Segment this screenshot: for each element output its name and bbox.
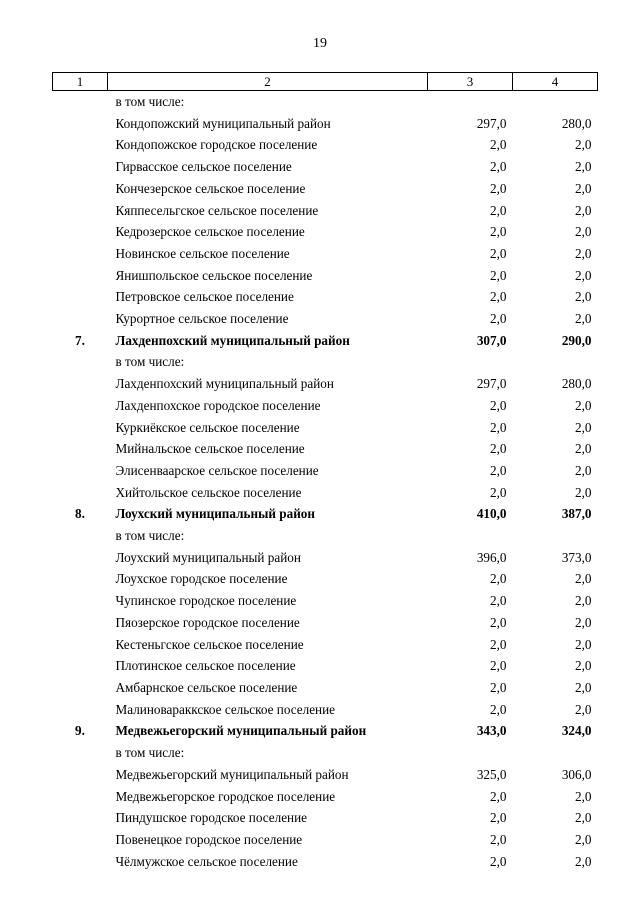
row-name: Мийнальское сельское поселение (115, 441, 305, 457)
budget-table (52, 72, 598, 872)
row-value-col3: 2,0 (490, 462, 507, 478)
row-name: Лоухский муниципальный район (115, 549, 301, 565)
row-number (53, 547, 108, 569)
row-value-col4 (513, 525, 598, 547)
row-name: Элисенваарское сельское поселение (115, 462, 319, 478)
row-value-col4: 2,0 (575, 202, 592, 218)
row-value-col4: 373,0 (561, 549, 592, 565)
table-row (53, 742, 598, 764)
row-number (53, 612, 108, 634)
row-value-col3: 396,0 (476, 549, 507, 565)
row-value-col4: 2,0 (575, 788, 592, 804)
row-value-col3: 2,0 (490, 267, 507, 283)
header-col-1: 1 (53, 73, 108, 91)
row-number (53, 417, 108, 439)
header-col-3: 3 (428, 73, 513, 91)
row-number (53, 786, 108, 808)
table-row (53, 438, 598, 460)
row-number (53, 742, 108, 764)
row-value-col3: 297,0 (476, 376, 507, 392)
row-value-col4: 280,0 (561, 115, 592, 131)
row-value-col3: 325,0 (476, 766, 507, 782)
row-value-col3: 2,0 (490, 441, 507, 457)
row-name: Медвежьегорский муниципальный район (115, 723, 367, 739)
row-value-col3: 2,0 (490, 571, 507, 587)
row-value-col4: 2,0 (575, 484, 592, 500)
row-number (53, 764, 108, 786)
table-row (53, 286, 598, 308)
row-value-col3: 2,0 (490, 180, 507, 196)
row-value-col4: 2,0 (575, 593, 592, 609)
row-value-col3: 2,0 (490, 484, 507, 500)
row-value-col4: 2,0 (575, 679, 592, 695)
row-value-col3: 2,0 (490, 831, 507, 847)
row-value-col3: 2,0 (490, 614, 507, 630)
row-name: Амбарнское сельское поселение (115, 679, 298, 695)
row-name: Чупинское городское поселение (115, 593, 297, 609)
row-value-col4: 2,0 (575, 831, 592, 847)
table-row (53, 243, 598, 265)
row-number (53, 221, 108, 243)
row-value-col4 (513, 91, 598, 113)
row-value-col4: 2,0 (575, 441, 592, 457)
row-number (53, 568, 108, 590)
row-value-col4 (513, 742, 598, 764)
row-value-col3: 2,0 (490, 636, 507, 652)
row-value-col3: 2,0 (490, 202, 507, 218)
row-value-col4: 2,0 (575, 701, 592, 717)
row-value-col4: 2,0 (575, 224, 592, 240)
row-number: 9. (75, 723, 85, 739)
row-value-col4: 2,0 (575, 267, 592, 283)
row-value-col4: 2,0 (575, 462, 592, 478)
row-value-col4: 2,0 (575, 137, 592, 153)
row-name: Кончезерское сельское поселение (115, 180, 306, 196)
row-value-col3 (428, 525, 513, 547)
table-row (53, 460, 598, 482)
row-value-col4: 2,0 (575, 810, 592, 826)
row-value-col3: 2,0 (490, 679, 507, 695)
row-name: Новинское сельское поселение (115, 245, 290, 261)
table-row (53, 568, 598, 590)
row-name: Повенецкое городское поселение (115, 831, 303, 847)
row-name: Лахденпохский муниципальный район (115, 376, 334, 392)
row-number (53, 829, 108, 851)
row-name: Пяозерское городское поселение (115, 614, 300, 630)
table-row (53, 221, 598, 243)
row-value-col4: 290,0 (561, 332, 592, 348)
row-name: Чёлмужское сельское поселение (115, 853, 298, 869)
row-name: в том числе: (115, 528, 185, 544)
table-row (53, 699, 598, 721)
row-value-col4: 2,0 (575, 853, 592, 869)
row-value-col4: 306,0 (561, 766, 592, 782)
row-name: Курортное сельское поселение (115, 311, 289, 327)
row-value-col4: 2,0 (575, 571, 592, 587)
row-number (53, 265, 108, 287)
row-value-col4: 324,0 (561, 723, 592, 739)
table-row (53, 417, 598, 439)
row-number (53, 525, 108, 547)
row-name: Гирвасское сельское поселение (115, 159, 292, 175)
table-row (53, 829, 598, 851)
row-number (53, 655, 108, 677)
row-value-col4: 2,0 (575, 419, 592, 435)
header-col-2: 2 (108, 73, 428, 91)
page-number: 19 (313, 36, 327, 51)
row-name: Петровское сельское поселение (115, 289, 294, 305)
table-row (53, 807, 598, 829)
row-value-col3: 2,0 (490, 137, 507, 153)
row-number (53, 156, 108, 178)
row-value-col4 (513, 351, 598, 373)
row-name: Лахденпохский муниципальный район (115, 332, 350, 348)
table-row (53, 612, 598, 634)
row-number (53, 677, 108, 699)
table-row (53, 677, 598, 699)
row-name: Лоухское городское поселение (115, 571, 288, 587)
row-name: Кяппесельгское сельское поселение (115, 202, 319, 218)
row-number (53, 308, 108, 330)
header-col-4: 4 (513, 73, 598, 91)
row-number (53, 807, 108, 829)
row-name: Кедрозерское сельское поселение (115, 224, 305, 240)
table-row (53, 525, 598, 547)
table-body (53, 91, 598, 873)
row-number (53, 351, 108, 373)
row-value-col3: 2,0 (490, 245, 507, 261)
table-row (53, 634, 598, 656)
row-value-col3: 297,0 (476, 115, 507, 131)
row-number (53, 91, 108, 113)
row-number (53, 178, 108, 200)
row-number (53, 200, 108, 222)
table-row (53, 330, 598, 352)
row-value-col3: 2,0 (490, 289, 507, 305)
row-value-col4: 2,0 (575, 614, 592, 630)
row-name: Медвежьегорское городское поселение (115, 788, 336, 804)
row-name: в том числе: (115, 745, 185, 761)
row-name: Плотинское сельское поселение (115, 658, 296, 674)
row-name: Кондопожский муниципальный район (115, 115, 331, 131)
row-name: Куркиёкское сельское поселение (115, 419, 300, 435)
row-value-col3: 2,0 (490, 810, 507, 826)
row-value-col3: 307,0 (476, 332, 507, 348)
row-number (53, 851, 108, 873)
row-value-col3: 2,0 (490, 593, 507, 609)
row-value-col3: 2,0 (490, 788, 507, 804)
row-value-col3 (428, 91, 513, 113)
row-name: Кестеньгское сельское поселение (115, 636, 304, 652)
row-number (53, 395, 108, 417)
table-row (53, 134, 598, 156)
table-row (53, 200, 598, 222)
row-value-col4: 2,0 (575, 658, 592, 674)
row-value-col4: 2,0 (575, 636, 592, 652)
row-name: Малиновараккское сельское поселение (115, 701, 336, 717)
row-name: Янишпольское сельское поселение (115, 267, 313, 283)
table-row (53, 91, 598, 113)
header-row (53, 73, 598, 91)
row-number (53, 243, 108, 265)
table-row (53, 655, 598, 677)
table-row (53, 156, 598, 178)
row-value-col3: 2,0 (490, 853, 507, 869)
row-name: Хийтольское сельское поселение (115, 484, 302, 500)
row-value-col3: 2,0 (490, 311, 507, 327)
row-value-col3 (428, 351, 513, 373)
row-value-col4: 2,0 (575, 159, 592, 175)
row-value-col4: 387,0 (561, 506, 592, 522)
row-value-col3 (428, 742, 513, 764)
table-row (53, 590, 598, 612)
row-number (53, 590, 108, 612)
table-row (53, 764, 598, 786)
row-name: в том числе: (115, 354, 185, 370)
row-value-col3: 2,0 (490, 419, 507, 435)
table-row (53, 720, 598, 742)
row-value-col4: 2,0 (575, 180, 592, 196)
row-number (53, 460, 108, 482)
row-value-col3: 2,0 (490, 397, 507, 413)
row-value-col3: 410,0 (476, 506, 507, 522)
row-value-col3: 2,0 (490, 224, 507, 240)
row-value-col3: 2,0 (490, 159, 507, 175)
row-number (53, 634, 108, 656)
table-row (53, 308, 598, 330)
table-row (53, 113, 598, 135)
row-value-col3: 2,0 (490, 701, 507, 717)
row-number: 7. (75, 332, 85, 348)
row-value-col4: 2,0 (575, 289, 592, 305)
table-row (53, 482, 598, 504)
row-number (53, 113, 108, 135)
table-row (53, 351, 598, 373)
row-value-col4: 2,0 (575, 397, 592, 413)
row-name: Медвежьегорский муниципальный район (115, 766, 349, 782)
table-row (53, 547, 598, 569)
row-number (53, 286, 108, 308)
row-value-col3: 2,0 (490, 658, 507, 674)
row-number (53, 373, 108, 395)
row-name: Кондопожское городское поселение (115, 137, 318, 153)
row-number: 8. (75, 506, 85, 522)
row-value-col4: 2,0 (575, 245, 592, 261)
table-row (53, 395, 598, 417)
table-row (53, 178, 598, 200)
row-number (53, 134, 108, 156)
row-name: Лахденпохское городское поселение (115, 397, 321, 413)
table-row (53, 503, 598, 525)
table-header (53, 73, 598, 91)
table-row (53, 786, 598, 808)
row-number (53, 438, 108, 460)
row-value-col4: 280,0 (561, 376, 592, 392)
row-value-col3: 343,0 (476, 723, 507, 739)
row-number (53, 699, 108, 721)
row-name: в том числе: (115, 94, 185, 109)
table-row (53, 373, 598, 395)
row-value-col4: 2,0 (575, 311, 592, 327)
row-number (53, 482, 108, 504)
table-row (53, 265, 598, 287)
row-name: Пиндушское городское поселение (115, 810, 308, 826)
table-row (53, 851, 598, 873)
row-name: Лоухский муниципальный район (115, 506, 315, 522)
